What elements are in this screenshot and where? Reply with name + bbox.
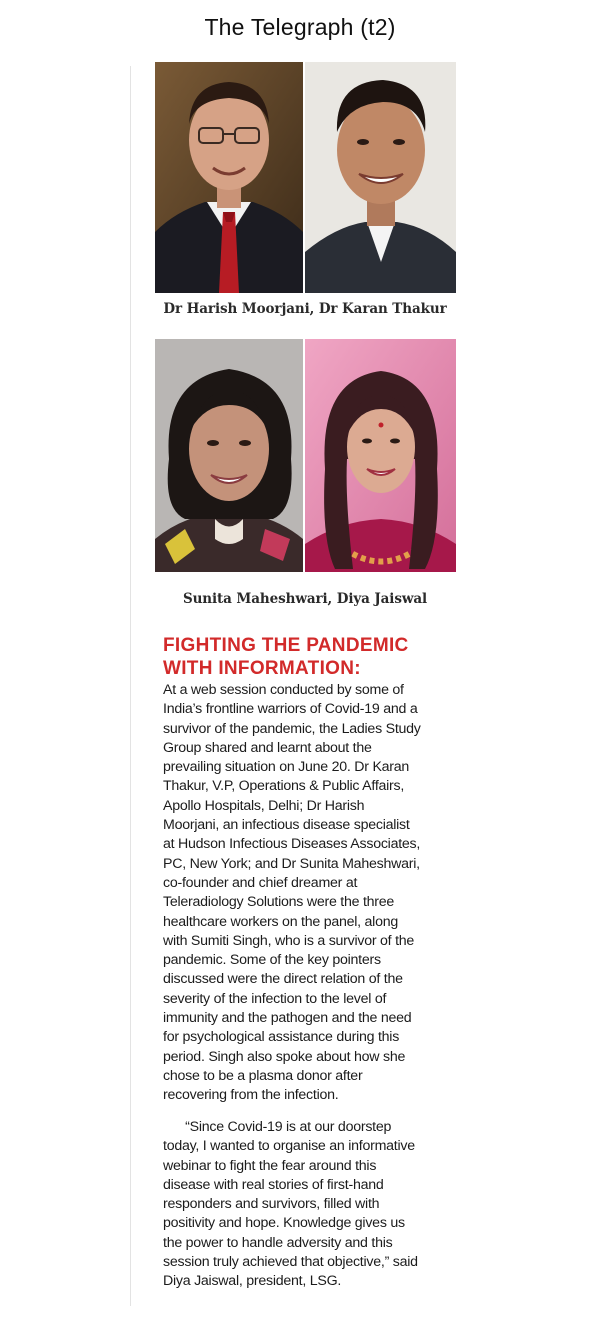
text-line: co-founder and chief dreamer at — [163, 874, 358, 891]
text-line: prevailing situation on June 20. Dr Karan — [163, 759, 410, 776]
text-line: healthcare workers on the panel, along — [163, 913, 398, 930]
text-line: Teleradiology Solutions were the three — [163, 894, 395, 911]
caption-top: Dr Harish Moorjani, Dr Karan Thakur — [163, 301, 447, 317]
photo-harish-moorjani — [155, 62, 303, 293]
article-paragraph-2 — [163, 1118, 463, 1292]
text-line: for psychological assistance during this — [163, 1029, 400, 1046]
text-line: severity of the infection to the level of — [163, 990, 387, 1007]
text-line: Thakur, V.P, Operations & Public Affairs, — [163, 778, 405, 795]
photo-sunita-maheshwari — [155, 339, 303, 572]
text-line: discussed were the direct relation of the — [163, 971, 403, 988]
article-paragraph-1 — [163, 681, 463, 1106]
photo-karan-thakur — [305, 62, 456, 293]
column-rule — [130, 66, 131, 1306]
portrait-woman-icon — [155, 339, 303, 572]
headline-line: FIGHTING THE PANDEMIC — [163, 635, 409, 656]
portrait-man-glasses-icon — [155, 62, 303, 293]
masthead-title: The Telegraph (t2) — [204, 14, 396, 40]
text-line: positivity and hope. Knowledge gives us — [163, 1215, 405, 1232]
text-line: responders and survivors, filled with — [163, 1196, 380, 1213]
text-line: Diya Jaiswal, president, LSG. — [163, 1273, 342, 1290]
text-line: the power to handle adversity and this — [163, 1234, 393, 1251]
text-line: disease with real stories of first-hand — [163, 1176, 384, 1193]
text-line: Group shared and learnt about the — [163, 739, 372, 756]
text-line: session truly achieved that objective,” said — [163, 1254, 418, 1271]
text-line: with Sumiti Singh, who is a survivor of the — [163, 932, 415, 949]
text-line: Moorjani, an infectious disease specialist — [163, 817, 410, 834]
text-line: “Since Covid-19 is at our doorstep — [163, 1119, 392, 1135]
portrait-man-icon — [305, 62, 456, 293]
text-line: at Hudson Infectious Diseases Associates, — [163, 836, 421, 853]
portrait-woman-icon — [305, 339, 456, 572]
text-line: India’s frontline warriors of Covid-19 and a — [163, 701, 418, 718]
text-line: webinar to fight the fear around this — [163, 1157, 377, 1174]
text-line: chose to be a plasma donor after — [163, 1067, 363, 1084]
text-line: survivor of the pandemic, the Ladies Study — [163, 720, 421, 737]
text-line: recovering from the infection. — [163, 1087, 339, 1104]
text-line: Apollo Hospitals, Delhi; Dr Harish — [163, 797, 365, 814]
text-line: today, I wanted to organise an informative — [163, 1138, 415, 1155]
text-line: At a web session conducted by some of — [163, 682, 404, 698]
caption-bottom: Sunita Maheshwari, Diya Jaiswal — [182, 591, 428, 607]
text-line: PC, New York; and Dr Sunita Maheshwari, — [163, 855, 420, 872]
article-headline — [163, 634, 463, 680]
text-line: period. Singh also spoke about how she — [163, 1048, 406, 1065]
photo-diya-jaiswal — [305, 339, 456, 572]
text-line: pandemic. Some of the key pointers — [163, 952, 381, 969]
headline-line: WITH INFORMATION: — [163, 658, 361, 679]
text-line: immunity and the pathogen and the need — [163, 1010, 412, 1027]
